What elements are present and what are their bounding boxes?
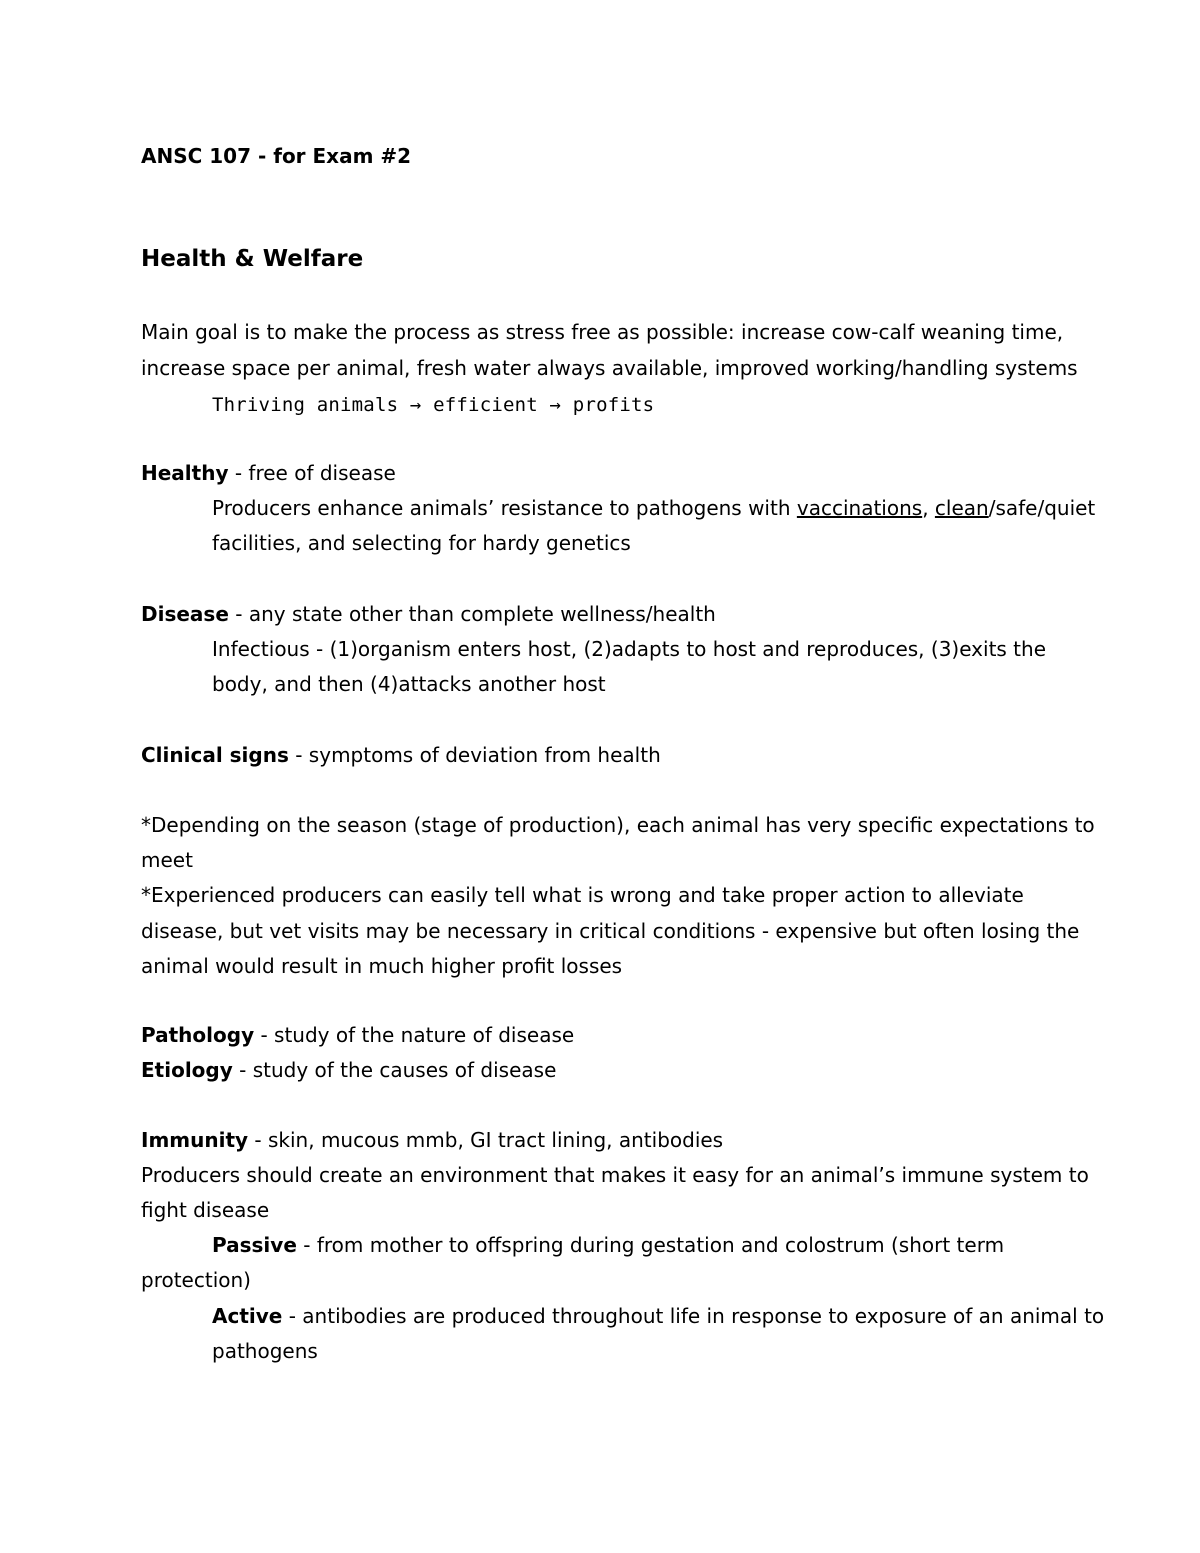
passive-term: Passive: [212, 1233, 297, 1257]
intro-line-2: increase space per animal, fresh water always available, improved working/handling systems: [141, 356, 1078, 380]
clean-underlined: clean: [934, 496, 989, 520]
disease-def: - any state other than complete wellness/health: [228, 602, 716, 626]
passive-line-2: protection): [141, 1268, 251, 1292]
healthy-def: - free of disease: [228, 461, 396, 485]
pathology-definition: [141, 1021, 574, 1049]
note-1-line-2: meet: [141, 848, 193, 872]
etiology-definition: [141, 1056, 556, 1084]
document-title: ANSC 107 - for Exam #2: [141, 144, 412, 168]
vaccinations-underlined: vaccinations: [796, 496, 923, 520]
healthy-detail-suffix: /safe/quiet: [988, 496, 1096, 520]
clinical-signs-term: Clinical signs: [141, 743, 289, 767]
section-heading: Health & Welfare: [141, 246, 364, 272]
passive-immunity: [212, 1231, 1004, 1259]
note-2-line-1: *Experienced producers can easily tell what is wrong and take proper action to alleviate: [141, 883, 1024, 907]
etiology-term: Etiology: [141, 1058, 233, 1082]
pathology-def: - study of the nature of disease: [254, 1023, 575, 1047]
immunity-term: Immunity: [141, 1128, 249, 1152]
disease-definition: [141, 600, 716, 628]
infectious-line-2: body, and then (4)attacks another host: [212, 672, 606, 696]
active-line-2: pathogens: [212, 1339, 318, 1363]
healthy-detail-line-2: facilities, and selecting for hardy genetics: [212, 531, 631, 555]
healthy-term: Healthy: [141, 461, 229, 485]
etiology-def: - study of the causes of disease: [232, 1058, 557, 1082]
clinical-signs-def: - symptoms of deviation from health: [288, 743, 661, 767]
healthy-definition: [141, 459, 396, 487]
disease-term: Disease: [141, 602, 229, 626]
healthy-comma: ,: [922, 496, 935, 520]
immunity-definition: [141, 1126, 723, 1154]
active-def: - antibodies are produced throughout life in response to exposure of an animal to: [282, 1304, 1105, 1328]
passive-def: - from mother to offspring during gestation and colostrum (short term: [296, 1233, 1005, 1257]
note-2-line-2: disease, but vet visits may be necessary in critical conditions - expensive but often losing the: [141, 919, 1080, 943]
clinical-signs-definition: [141, 741, 661, 769]
infectious-line-1: Infectious - (1)organism enters host, (2)adapts to host and reproduces, (3)exits the: [212, 637, 1047, 661]
note-1-line-1: *Depending on the season (stage of production), each animal has very specific expectations to: [141, 813, 1095, 837]
thriving-note: Thriving animals → efficient → profits: [212, 394, 655, 416]
immunity-line-2: Producers should create an environment that makes it easy for an animal’s immune system to: [141, 1163, 1089, 1187]
note-2-line-3: animal would result in much higher profit losses: [141, 954, 623, 978]
healthy-detail-prefix: Producers enhance animals’ resistance to pathogens with: [212, 496, 797, 520]
active-term: Active: [212, 1304, 283, 1328]
active-immunity: [212, 1302, 1104, 1330]
healthy-detail-line-1: [212, 494, 1095, 522]
immunity-line-3: fight disease: [141, 1198, 270, 1222]
intro-line-1: Main goal is to make the process as stress free as possible: increase cow-calf weaning time,: [141, 320, 1064, 344]
pathology-term: Pathology: [141, 1023, 255, 1047]
immunity-def: - skin, mucous mmb, GI tract lining, antibodies: [248, 1128, 724, 1152]
